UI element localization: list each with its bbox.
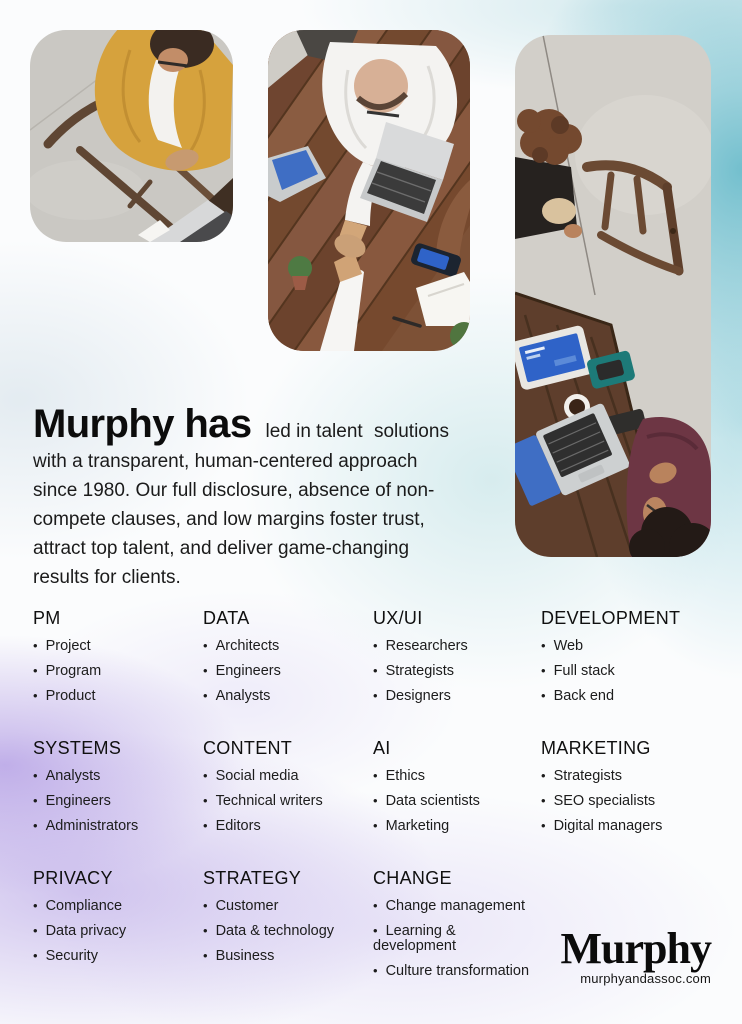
category-title: UX/UI <box>373 608 423 628</box>
brand-logo: Murphy <box>560 924 711 973</box>
category-title: CHANGE <box>373 868 452 888</box>
category-list <box>203 639 373 704</box>
category-block <box>33 868 203 998</box>
category-list <box>33 769 203 834</box>
category-block <box>541 738 709 868</box>
intro-body: solutions with a transparent, human-centered approach since 1980. Our full disclosure, absence of non-compete clauses, and low margins foster trust, attract top talent, and deliver game-changing results for clients. <box>33 421 449 588</box>
brand-website: murphyandassoc.com <box>580 971 711 986</box>
category-block <box>373 608 541 738</box>
category-title: PRIVACY <box>33 868 113 888</box>
category-block <box>203 738 373 868</box>
category-title: DEVELOPMENT <box>541 608 681 628</box>
list-item: • Analysts <box>33 769 203 784</box>
list-item: • Engineers <box>203 664 373 679</box>
list-item: • Analysts <box>203 689 373 704</box>
category-title: PM <box>33 608 61 628</box>
list-item: • Customer <box>203 899 373 914</box>
list-item: • Architects <box>203 639 373 654</box>
photo-team-at-table <box>515 35 711 557</box>
list-item: • Social media <box>203 769 373 784</box>
list-item: • Business <box>203 949 373 964</box>
brand-block <box>560 924 711 986</box>
list-item: • Product <box>33 689 203 704</box>
list-item: • Editors <box>203 819 373 834</box>
list-item: • Data scientists <box>373 794 541 809</box>
list-item: • Security <box>33 949 203 964</box>
list-item: • Engineers <box>33 794 203 809</box>
category-list <box>541 769 709 834</box>
category-title: STRATEGY <box>203 868 302 888</box>
list-item: • Data privacy <box>33 924 203 939</box>
category-block <box>33 738 203 868</box>
category-list <box>33 639 203 704</box>
category-block <box>373 738 541 868</box>
category-list <box>33 899 203 964</box>
photo-worker-illustration <box>30 30 233 242</box>
list-item: • Researchers <box>373 639 541 654</box>
list-item: • Strategists <box>541 769 709 784</box>
list-item: • Marketing <box>373 819 541 834</box>
list-item: • Program <box>33 664 203 679</box>
list-item: • Culture transformation <box>373 964 541 979</box>
photo-team-illustration <box>515 35 711 557</box>
category-list <box>541 639 709 704</box>
list-item: • SEO specialists <box>541 794 709 809</box>
list-item: • Project <box>33 639 203 654</box>
category-block <box>33 608 203 738</box>
category-block <box>203 608 373 738</box>
list-item: • Technical writers <box>203 794 373 809</box>
photo-handshake-illustration <box>268 30 470 351</box>
list-item: • Strategists <box>373 664 541 679</box>
category-block <box>203 868 373 998</box>
category-title: DATA <box>203 608 250 628</box>
list-item: • Web <box>541 639 709 654</box>
category-block <box>373 868 541 998</box>
category-title: SYSTEMS <box>33 738 122 758</box>
list-item: • Designers <box>373 689 541 704</box>
list-item: • Learning & development <box>373 924 541 953</box>
category-list <box>373 769 541 834</box>
category-title: AI <box>373 738 391 758</box>
photo-handshake-table <box>268 30 470 351</box>
intro-lead: Murphy has <box>33 402 252 446</box>
list-item: • Full stack <box>541 664 709 679</box>
category-list <box>203 769 373 834</box>
list-item: • Administrators <box>33 819 203 834</box>
photo-worker-yellow-jacket <box>30 30 233 242</box>
list-item: • Data & technology <box>203 924 373 939</box>
list-item: • Digital managers <box>541 819 709 834</box>
list-item: • Compliance <box>33 899 203 914</box>
list-item: • Change management <box>373 899 541 914</box>
category-title: MARKETING <box>541 738 651 758</box>
intro-lead-tail: led in talent <box>265 421 363 442</box>
category-block <box>541 608 709 738</box>
intro-paragraph <box>33 401 465 592</box>
category-title: CONTENT <box>203 738 293 758</box>
category-list <box>373 639 541 704</box>
list-item: • Ethics <box>373 769 541 784</box>
category-list <box>203 899 373 964</box>
category-list <box>373 899 541 978</box>
list-item: • Back end <box>541 689 709 704</box>
